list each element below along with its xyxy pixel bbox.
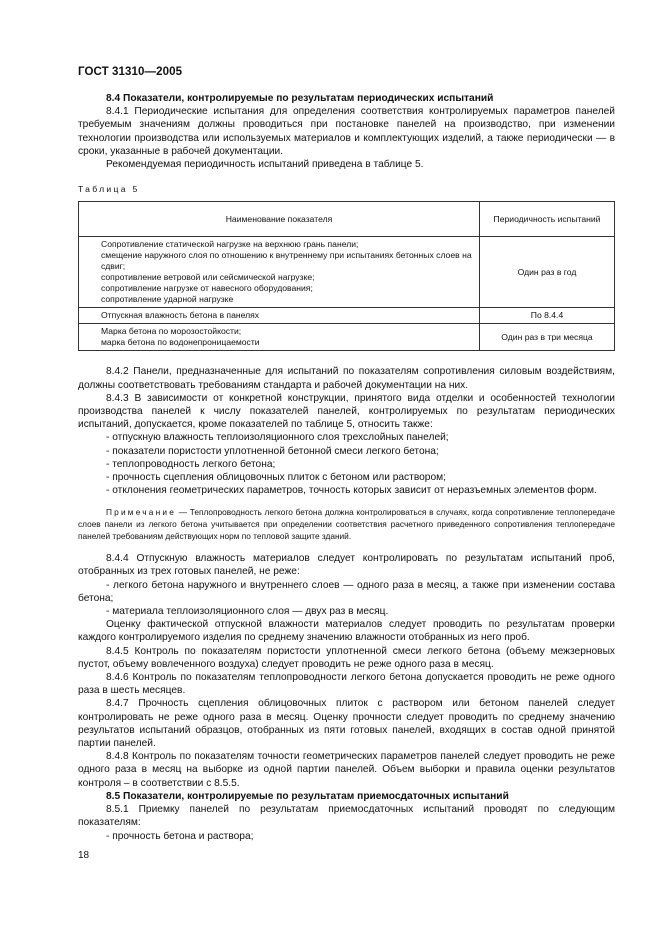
paragraph-8-4-4-evaluation: Оценку фактической отпускной влажности материалов следует проводить по результатам проверки каждого контролируемого изделия по среднему значению влажности отобранных из него проб. bbox=[78, 619, 615, 644]
page-content bbox=[78, 92, 615, 843]
table-cell-line: сопротивление ударной нагрузке bbox=[101, 294, 234, 305]
paragraph-8-4-1: 8.4.1 Периодические испытания для определения соответствия контролируемых параметров панелей требуемым значениям должны проводиться при постановке панелей на производство, при изменении технологии производства или используемых материалов и комплектующих изделий, а также периодически — в сроки, указанные в рабочей документации. bbox=[78, 106, 615, 157]
paragraph-8-4-3: 8.4.3 В зависимости от конкретной конструкции, принятого вида отделки и особенностей технологии производства панелей к числу показателей панелей, контролируемых по результатам периодических испытаний, допускается, кроме показателей по таблице 5, относить также: bbox=[78, 392, 615, 431]
page-number: 18 bbox=[78, 850, 90, 861]
table-cell-periodicity: Один раз в год bbox=[480, 237, 615, 308]
list-item: - прочность бетона и раствора; bbox=[106, 830, 254, 842]
table-cell-indicator bbox=[79, 324, 480, 351]
periodicity-table bbox=[78, 201, 615, 351]
running-header: ГОСТ 31310—2005 bbox=[78, 66, 183, 78]
paragraph-8-4-4: 8.4.4 Отпускную влажность материалов следует контролировать по результатам испытаний проб, отобранных из трех готовых панелей, не реже: bbox=[78, 553, 615, 578]
list-item: - теплопроводность легкого бетона; bbox=[106, 458, 276, 470]
table-header-row bbox=[79, 202, 615, 237]
table-row bbox=[79, 308, 615, 324]
note-label: Примечание bbox=[106, 507, 177, 518]
section-8-5-heading: 8.5 Показатели, контролируемые по результатам приемосдаточных испытаний bbox=[106, 790, 509, 802]
table-cell-line: смещение наружного слоя по отношению к внутреннему при испытаниях бетонных слоев на сдвиг; bbox=[101, 250, 472, 272]
table-cell-indicator bbox=[79, 237, 480, 308]
list-item: - отпускную влажность теплоизоляционного слоя трехслойных панелей; bbox=[106, 432, 449, 444]
paragraph-8-4-6: 8.4.6 Контроль по показателям теплопроводности легкого бетона допускается проводить не реже одного раза в шесть месяцев. bbox=[78, 672, 615, 697]
list-item: - материала теплоизоляционного слоя — двух раз в месяц. bbox=[106, 606, 389, 618]
table-cell-periodicity: Один раз в три месяца bbox=[480, 324, 615, 351]
table-cell-line: марка бетона по водонепроницаемости bbox=[101, 337, 260, 348]
section-8-4-heading: 8.4 Показатели, контролируемые по результатам периодических испытаний bbox=[106, 93, 494, 104]
table-cell-line: сопротивление нагрузке от навесного оборудования; bbox=[101, 283, 313, 294]
list-item: - легкого бетона наружного и внутреннего слоев — одного раза в месяц, а также при изменении состава бетона; bbox=[78, 579, 615, 604]
paragraph-8-4-8: 8.4.8 Контроль по показателям точности геометрических параметров панелей следует проводить не реже одного раза в месяц на выборке из одной партии панелей. Объем выборки и правила оценки результатов контроля – в соответствии с 8.5.5. bbox=[78, 751, 615, 789]
paragraph-8-4-2: 8.4.2 Панели, предназначенные для испытаний по показателям сопротивления силовым воздействиям, должны соответствовать требованиям стандарта и рабочей документации на них. bbox=[78, 366, 615, 391]
table-cell-line: Отпускная влажность бетона в панелях bbox=[101, 310, 260, 321]
list-item: - показатели пористости уплотненной бетонной смеси легкого бетона; bbox=[106, 445, 439, 457]
table-cell-periodicity: По 8.4.4 bbox=[480, 308, 615, 324]
table-caption: Таблица 5 bbox=[78, 184, 140, 195]
note bbox=[78, 507, 615, 542]
paragraph-recommended-periodicity: Рекомендуемая периодичность испытаний приведена в таблице 5. bbox=[106, 159, 424, 171]
table-header-periodicity: Периодичность испытаний bbox=[480, 202, 615, 237]
list-item: - прочность сцепления облицовочных плиток с бетоном или раствором; bbox=[106, 472, 446, 484]
table-cell-line: Марка бетона по морозостойкости; bbox=[101, 326, 242, 337]
table-cell-line: сопротивление ветровой или сейсмической нагрузке; bbox=[101, 272, 315, 283]
paragraph-8-4-7: 8.4.7 Прочность сцепления облицовочных плиток с раствором или бетоном панелей следует контролировать не реже одного раза в месяц. Оценку прочности следует проводить по среднему значению результатов испытаний образцов, отобранных из пяти готовых панелей, входящих в состав одной принятой партии панелей. bbox=[78, 698, 615, 750]
list-item: - отклонения геометрических параметров, точность которых зависит от неразъемных элементов форм. bbox=[106, 485, 597, 497]
table-cell-indicator bbox=[79, 308, 480, 324]
table-header-indicator: Наименование показателя bbox=[79, 202, 480, 237]
table-row bbox=[79, 237, 615, 308]
paragraph-8-5-1: 8.5.1 Приемку панелей по результатам приемосдаточных испытаний проводят по следующим показателям: bbox=[78, 804, 615, 829]
table-cell-line: Сопротивление статической нагрузке на верхнюю грань панели; bbox=[101, 239, 359, 250]
paragraph-8-4-5: 8.4.5 Контроль по показателям пористости уплотненной смеси легкого бетона (объему межзерновых пустот, объему вовлеченного воздуха) следует проводить не реже одного раза в месяц. bbox=[78, 645, 615, 670]
note-text: — Теплопроводность легкого бетона должна контролироваться в случаях, когда сопротивление теплопередаче слоев панели из легкого бетона учитывается при определении соответствия расчетного приведенного сопротивления теплопередаче панелей требованиям действующих норм по тепловой защите зданий. bbox=[78, 507, 615, 541]
table-row bbox=[79, 324, 615, 351]
